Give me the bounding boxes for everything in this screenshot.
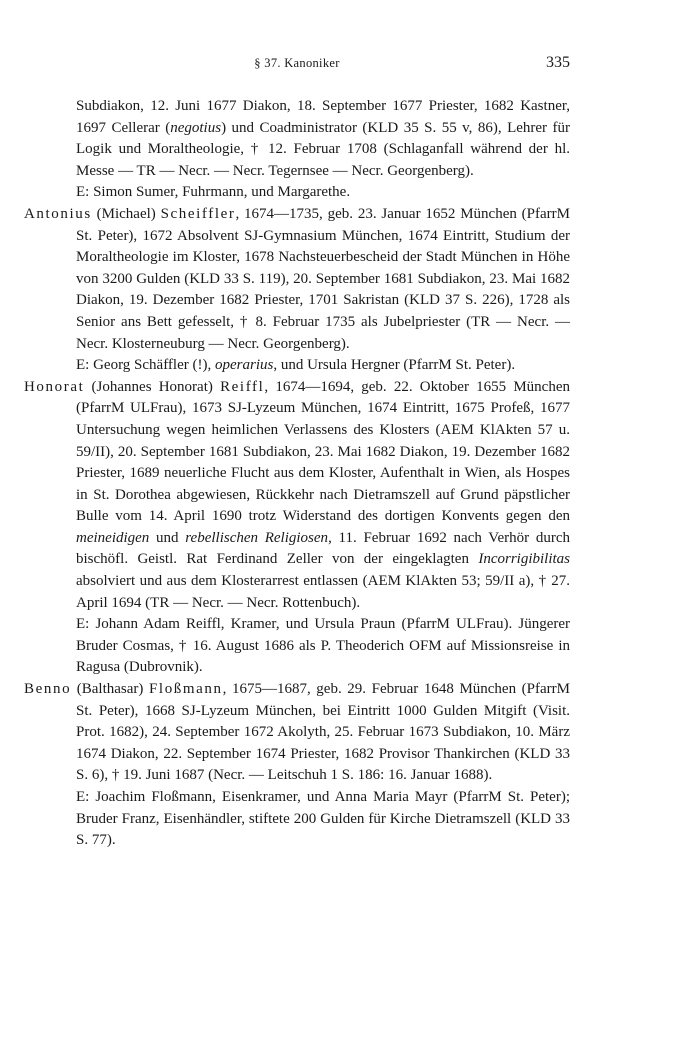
page-header bbox=[24, 54, 570, 74]
text-run: , 1674—1735, geb. 23. Januar 1652 München (PfarrM St. Peter), 1672 Absolvent SJ-Gymnasium München, 1674 Eintritt, Studium der Moraltheologie im Kloster, 1678 Nachsteuerbescheid der Stadt München in Höhe von 3200 Gulden (KLD 33 S. 119), 20. September 1681 Subdiakon, 23. Mai 1682 Diakon, 19. Dezember 1682 Priester, 1701 Sakristan (KLD 37 S. 226), 1728 als Senior ans Bett gefesselt, † 8. Februar 1735 als Jubelpriester (TR — Necr. — Necr. Klosterneuburg — Necr. Georgenberg). bbox=[76, 205, 570, 352]
text-run: (Johannes Honorat) bbox=[84, 378, 221, 395]
entry-name: Reiffl bbox=[220, 378, 265, 395]
text-run: , 1675—1687, geb. 29. Februar 1648 München (PfarrM St. Peter), 1668 SJ-Lyzeum München, bei Eintritt 1000 Gulden Mitgift (Visit. Prot. 1682), 24. September 1672 Akolyth, 25. Februar 1673 Subdiakon, 10. März 1674 Diakon, 22. September 1674 Priester, 1682 Provisor Thankirchen (KLD 33 S. 6), † 19. Juni 1687 (Necr. — Leitschuh 1 S. 186: 16. Januar 1688). bbox=[76, 681, 570, 784]
body-text bbox=[24, 96, 570, 852]
text-run: E: Joachim Floßmann, Eisenkramer, und Anna Maria Mayr (PfarrM St. Peter); Bruder Franz, Eisenhändler, stiftete 200 Gulden für Kirche Dietramszell (KLD 33 S. 77). bbox=[76, 789, 570, 849]
entry-name: Floßmann bbox=[148, 681, 223, 698]
text-run: E: Simon Sumer, Fuhrmann, und Margarethe. bbox=[76, 184, 351, 201]
canon-entry-paragraph bbox=[24, 204, 570, 355]
italic-term: Incorrigibilitas bbox=[478, 551, 570, 568]
italic-term: rebellischen Religiosen bbox=[185, 529, 329, 546]
canon-entry-paragraph bbox=[24, 679, 570, 787]
text-run: , 11. Februar 1692 nach Verhör durch bischöfl. Geistl. Rat Ferdinand Zeller von der eingeklagten bbox=[76, 529, 571, 568]
italic-term: meineidigen bbox=[76, 529, 150, 546]
text-run: , und Ursula Hergner (PfarrM St. Peter). bbox=[273, 357, 516, 374]
canon-entry-paragraph bbox=[24, 377, 570, 615]
text-run: (Balthasar) bbox=[71, 681, 149, 698]
entry-name: Scheiffler bbox=[160, 205, 236, 222]
entry-name: Honorat bbox=[24, 378, 85, 395]
text-run: ) und Coadministrator (KLD 35 S. 55 v, 86), Lehrer für Logik und Moraltheologie, † 12. Februar 1708 (Schlaganfall während der hl. Messe — TR — Necr. — Necr. Tegernsee — Necr. Georgenberg). bbox=[76, 119, 570, 179]
parents-note-paragraph bbox=[24, 182, 570, 204]
parents-note-paragraph bbox=[24, 614, 570, 679]
entry-name: Benno bbox=[24, 681, 72, 698]
entry-name: Antonius bbox=[24, 205, 92, 222]
text-run: E: Johann Adam Reiffl, Kramer, und Ursula Praun (PfarrM ULFrau). Jüngerer Bruder Cosmas, † 16. August 1686 als P. Theoderich OFM auf Missionsreise in Ragusa (Dubrovnik). bbox=[76, 616, 570, 676]
parents-note-paragraph bbox=[24, 355, 570, 377]
running-title: § 37. Kanoniker bbox=[254, 56, 340, 70]
text-run: (Michael) bbox=[91, 205, 161, 222]
text-run: E: Georg Schäffler (!), bbox=[76, 357, 215, 374]
text-run: absolviert und aus dem Klosterarrest entlassen (AEM KlAkten 53; 59/II a), † 27. April 1694 (TR — Necr. — Necr. Rottenbuch). bbox=[76, 573, 570, 611]
text-run: Subdiakon, 12. Juni 1677 Diakon, 18. September 1677 Priester, 1682 Kastner, 1697 Cellerar ( bbox=[76, 98, 570, 136]
page-number: 335 bbox=[546, 54, 570, 71]
text-run: und bbox=[149, 529, 186, 546]
italic-term: negotius bbox=[170, 119, 222, 136]
italic-term: operarius bbox=[214, 357, 274, 374]
parents-note-paragraph bbox=[24, 787, 570, 852]
text-run: , 1674—1694, geb. 22. Oktober 1655 München (PfarrM ULFrau), 1673 SJ-Lyzeum München, 1674 Eintritt, 1675 Profeß, 1677 Untersuchung wegen heimlichen Verlassens des Klosters (AEM KlAkten 57 u. 59/II), 20. September 1681 Subdiakon, 23. Mai 1682 Diakon, 19. Dezember 1682 Priester, 1689 neuerliche Flucht aus dem Kloster, Aufenthalt in Wien, als Hospes in St. Dorothea abgewiesen, Rückkehr nach Dietramszell auf Grund päpstlicher Bulle vom 14. April 1690 trotz Widerstand des dortigen Konvents gegen den bbox=[76, 378, 570, 525]
continued-entry-paragraph bbox=[24, 96, 570, 182]
